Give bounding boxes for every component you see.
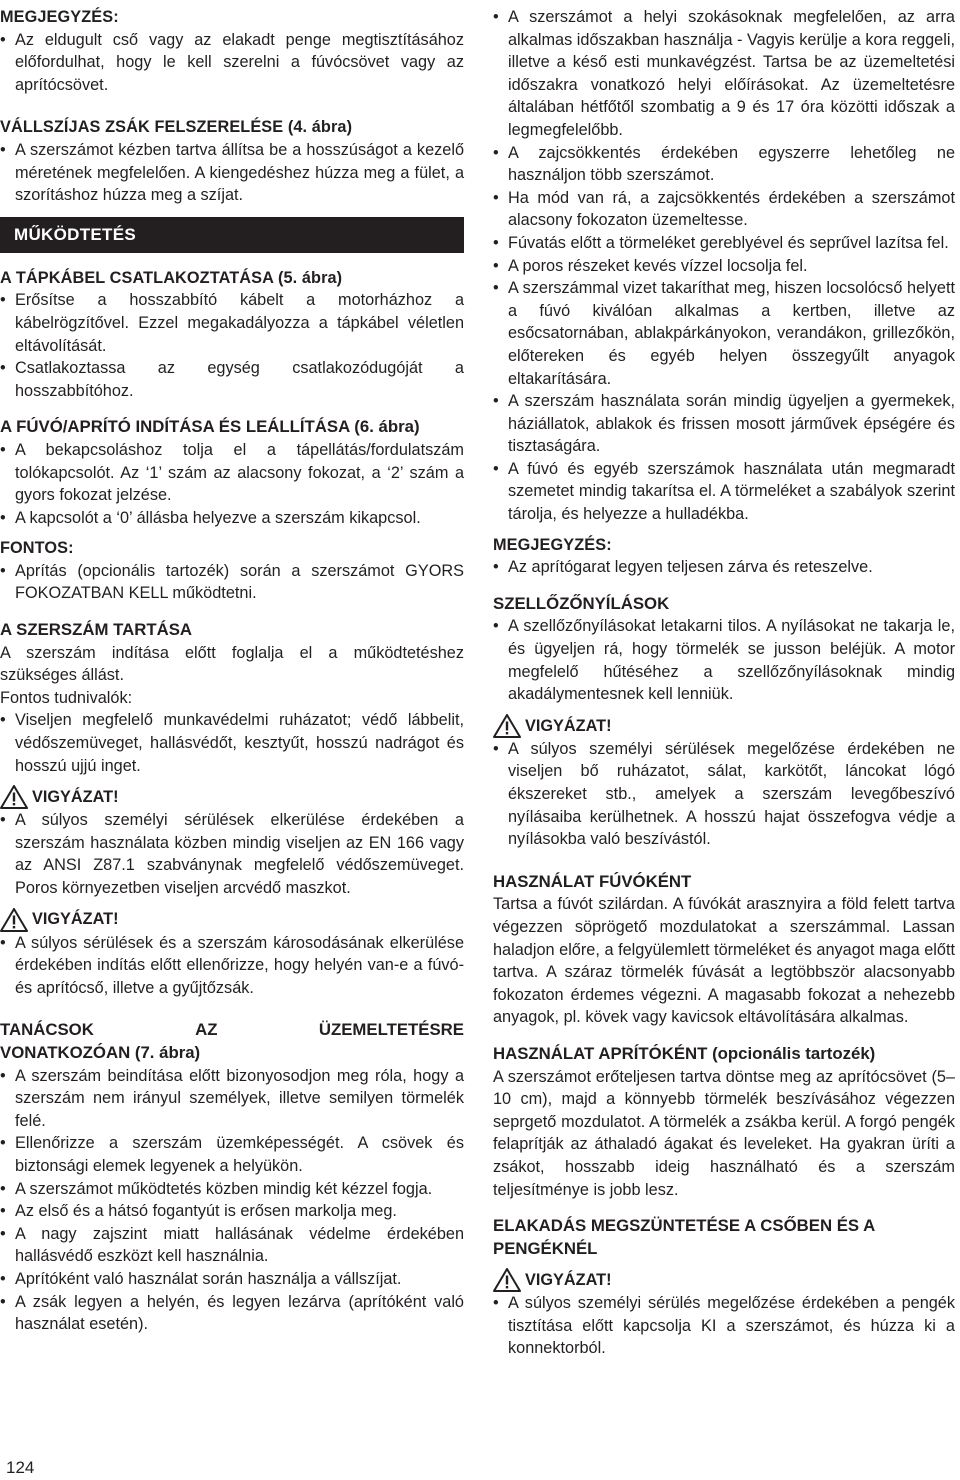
- blower-title: HASZNÁLAT FÚVÓKÉNT: [493, 871, 692, 891]
- list-item: • A súlyos sérülések és a szerszám károsodásának elkerülése érdekében indítás előtt ellenőrizze, hogy helyén van-e a fúvó- és aprítócső, illetve a gyűjtőzsák.: [0, 932, 464, 1000]
- operation-section-bar: MŰKÖDTETÉS: [0, 217, 464, 253]
- important-list: [0, 560, 464, 605]
- right-column: [493, 6, 955, 1360]
- warning2-list: [0, 932, 464, 1000]
- warning2-title: VIGYÁZAT!: [32, 910, 119, 929]
- warning3-list: [493, 738, 955, 851]
- tips-title-word: TANÁCSOK: [0, 1020, 94, 1040]
- holding-text: A szerszám indítása előtt foglalja el a működtetéshez szükséges állást.: [0, 643, 464, 685]
- list-item: • A fúvó és egyéb szerszámok használata után megmaradt szemetet mindig takarítsa el. A törmeléket a szabályok szerint tárolja, és helyezze a hulladékba.: [493, 458, 955, 526]
- tips-title-line: [0, 1019, 464, 1042]
- list-item: • A szerszámot működtetés közben mindig két kézzel fogja.: [0, 1178, 464, 1201]
- left-column: [0, 6, 464, 1336]
- tips-title-line2: VONATKOZÓAN (7. ábra): [0, 1042, 201, 1062]
- warning-triangle-icon: [0, 785, 28, 809]
- tips-list: [0, 1065, 464, 1336]
- note2-title: MEGJEGYZÉS:: [493, 535, 612, 554]
- warning2-heading: [0, 908, 464, 932]
- shoulder-list: [0, 139, 464, 207]
- list-item: • Ellenőrizze a szerszám üzemképességét. A csövek és biztonsági elemek legyenek a helyükön.: [0, 1132, 464, 1177]
- shoulder-title: VÁLLSZÍJAS ZSÁK FELSZERELÉSE (4. ábra): [0, 118, 353, 137]
- tips-continued-list: [493, 6, 955, 526]
- warning3-heading: [493, 714, 955, 738]
- note1-list: [0, 29, 464, 97]
- warning-triangle-icon: [0, 908, 28, 932]
- warning4-list: [493, 1292, 955, 1360]
- list-item: • A szerszámot kézben tartva állítsa be a hosszúságot a kezelő méretének megfelelően. A kiengedéshez húzza meg a fület, a szorításhoz húzza meg a szíjat.: [0, 139, 464, 207]
- list-item: • A szerszám beindítása előtt bizonyosodjon meg róla, hogy a szerszám nem irányul személyek, illetve semilyen törmelék felé.: [0, 1065, 464, 1133]
- vents-title: SZELLŐZŐNYÍLÁSOK: [493, 593, 670, 613]
- list-item: • Ha mód van rá, a zajcsökkentés érdekében a szerszámot alacsony fokozaton üzemeltesse.: [493, 187, 955, 232]
- note1-title: MEGJEGYZÉS:: [0, 8, 119, 26]
- cable-list: [0, 289, 464, 402]
- list-item: • A súlyos személyi sérülések elkerülése érdekében a szerszám használata közben mindig viseljen az EN 166 vagy az ANSI Z87.1 szabványnak megfelelő védőszemüveget. Poros környezetben viseljen arcvédő maszkot.: [0, 809, 464, 899]
- list-item: • A zajcsökkentés érdekében egyszerre lehetőleg ne használjon több szerszámot.: [493, 142, 955, 187]
- note2-list: [493, 556, 955, 579]
- tips-title-word: AZ: [195, 1020, 218, 1040]
- list-item: • Az első és a hátsó fogantyút is erősen markolja meg.: [0, 1200, 464, 1223]
- list-item: • Csatlakoztassa az egység csatlakozódugóját a hosszabbítóhoz.: [0, 357, 464, 402]
- list-item: • A szerszám használata során mindig ügyeljen a gyermekek, háziállatok, ablakok és frissen mosott járművek épségére és tisztaságára.: [493, 390, 955, 458]
- list-item: • Viseljen megfelelő munkavédelmi ruházatot; védő lábbelit, védőszemüveget, hallásvédőt, kesztyűt, hosszú nadrágot és hosszú ujjú inget.: [0, 709, 464, 777]
- start-title: A FÚVÓ/APRÍTÓ INDÍTÁSA ÉS LEÁLLÍTÁSA (6. ábra): [0, 417, 420, 437]
- holding-list: [0, 709, 464, 777]
- warning4-heading: [493, 1268, 955, 1292]
- warning3-title: VIGYÁZAT!: [525, 716, 612, 735]
- blower-text: Tartsa a fúvót szilárdan. A fúvókát arasznyira a föld felett tartva végezzen söprögető mozdulatokat a szerszámmal. Lassan haladjon előre, a felgyülemlett törmeléket és anyagot maga előtt tartva. A száraz törmelék fúvását a legtöbbször alacsonyabb fokozaton érdemes végezni. A magasabb fokozat a nehezebb anyagok, pl. kövek vagy kavicsok eltávolítására alkalmas.: [493, 895, 955, 1027]
- vents-list: [493, 615, 955, 705]
- list-item: • Fúvatás előtt a törmeléket gereblyével és seprűvel lazítsa fel.: [493, 232, 955, 255]
- list-item: • Az aprítógarat legyen teljesen zárva és reteszelve.: [493, 556, 955, 579]
- list-item: • Erősítse a hosszabbító kábelt a motorházhoz a kábelrögzítővel. Ezzel megakadályozza a tápkábel véletlen eltávolítását.: [0, 289, 464, 357]
- list-item: • A kapcsolót a ‘0’ állásba helyezve a szerszám kikapcsol.: [0, 507, 464, 530]
- warning1-title: VIGYÁZAT!: [32, 787, 119, 806]
- list-item: • A poros részeket kevés vízzel locsolja fel.: [493, 255, 955, 278]
- list-item: • Aprítóként való használat során használja a vállszíjat.: [0, 1268, 464, 1291]
- start-list: [0, 439, 464, 529]
- warning1-heading: [0, 785, 464, 809]
- important-title: FONTOS:: [0, 539, 74, 558]
- list-item: • A zsák legyen a helyén, és legyen lezárva (aprítóként való használat esetén).: [0, 1291, 464, 1336]
- holding-title: A SZERSZÁM TARTÁSA: [0, 620, 193, 640]
- warning1-list: [0, 809, 464, 899]
- shredder-text: A szerszámot erőteljesen tartva döntse meg az aprítócsövet (5–10 cm), majd a könnyebb törmelék beszívásához végezzen seprgető mozdulatot. A törmelék a zsákba kerül. A forgó pengék felaprítják az áthaladó ágakat és leveleket. Ha gyakran üríti a zsákot, hosszabb ideig használható és a szerszám teljesítménye is jobb lesz.: [493, 1067, 955, 1199]
- list-item: • A súlyos személyi sérülések megelőzése érdekében ne viseljen bő ruházatot, sálat, karkötőt, láncokat lógó ékszereket stb., amelyek a szerszám levegőbeszívó nyílásaiba kerülhetnek. A hosszú hajat összefogva védje a nyílásokba való beszívástól.: [493, 738, 955, 851]
- warning4-title: VIGYÁZAT!: [525, 1270, 612, 1289]
- page-number: 124: [6, 1458, 35, 1477]
- list-item: • A nagy zajszint miatt hallásának védelme érdekében hallásvédő eszközt kell használnia.: [0, 1223, 464, 1268]
- holding-info: Fontos tudnivalók:: [0, 688, 133, 707]
- list-item: • A szellőzőnyílásokat letakarni tilos. A nyílásokat ne takarja le, és ügyeljen rá, hogy törmelék se jusson beléjük. A motor megfelelő hűtéséhez a szellőzőnyílásoknak mindig akadálymentesnek kell lenniük.: [493, 615, 955, 705]
- list-item: • A szerszámmal vizet takaríthat meg, hiszen locsolócső helyett a fúvó kiválóan alkalmas a kertben, illetve az esőcsatornában, ablakpárkányokon, verandákon, grillezőkön, előtereken és egyéb helyen összegyűlt anyagok eltakarítására.: [493, 277, 955, 390]
- list-item: • Az eldugult cső vagy az elakadt penge megtisztításához előfordulhat, hogy le kell szerelni a fúvócsövet vagy az aprítócsövet.: [0, 29, 464, 97]
- tips-title-word: ÜZEMELTETÉSRE: [318, 1020, 464, 1040]
- list-item: • Aprítás (opcionális tartozék) során a szerszámot GYORS FOKOZATBAN KELL működtetni.: [0, 560, 464, 605]
- warning-triangle-icon: [493, 1268, 521, 1292]
- list-item: • A bekapcsoláshoz tolja el a tápellátás/fordulatszám tolókapcsolót. Az ‘1’ szám az alacsony fokozat, a ‘2’ szám a gyors fokozat jelzése.: [0, 439, 464, 507]
- jam-title: ELAKADÁS MEGSZÜNTETÉSE A CSŐBEN ÉS A PENGÉKNÉL: [493, 1216, 875, 1258]
- list-item: • A szerszámot a helyi szokásoknak megfelelően, az arra alkalmas időszakban használja - Vagyis kerülje a kora reggeli, illetve a késő esti munkavégzést. Tartsa be az üzemeltetési időszakra vonatkozó helyi előírásokat. Az üzemeltetésre általában hétfőtől szombatig a 9 és 17 óra közötti időszak a legmegfelelőbb.: [493, 6, 955, 142]
- cable-title: A TÁPKÁBEL CSATLAKOZTATÁSA (5. ábra): [0, 268, 343, 287]
- shredder-title: HASZNÁLAT APRÍTÓKÉNT (opcionális tartozék): [493, 1043, 876, 1063]
- list-item: • A súlyos személyi sérülés megelőzése érdekében a pengék tisztítása előtt kapcsolja KI a szerszámot, és húzza ki a konnektorból.: [493, 1292, 955, 1360]
- warning-triangle-icon: [493, 714, 521, 738]
